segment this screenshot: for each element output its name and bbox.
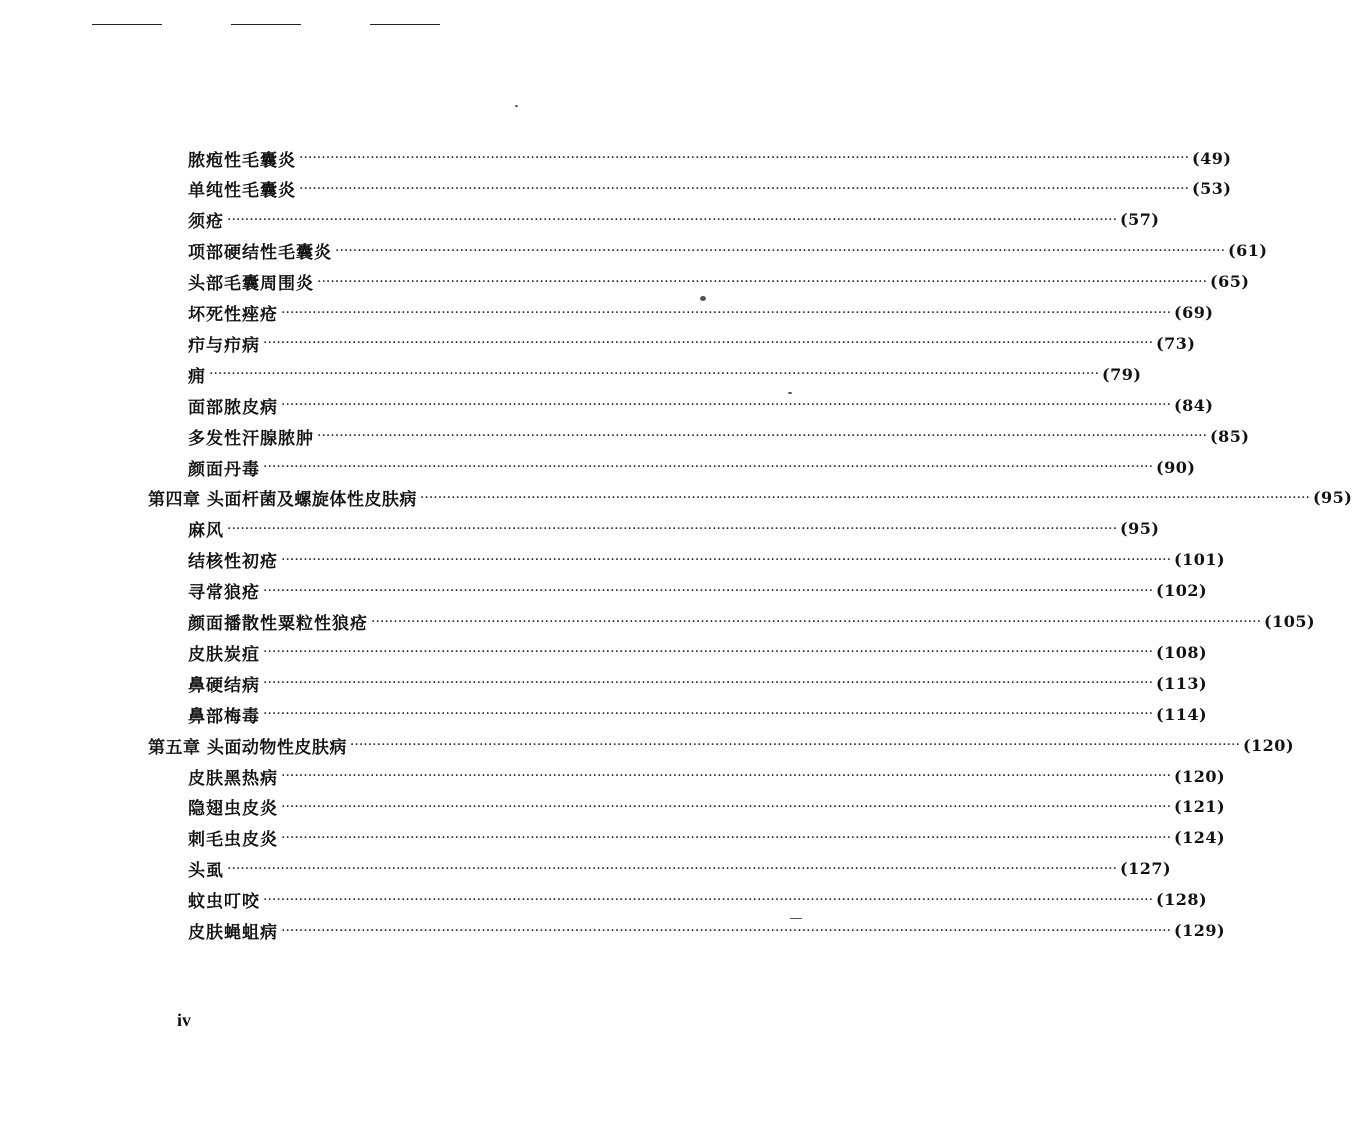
- toc-entry: [188, 517, 1160, 542]
- toc-entry-page: (65): [1210, 272, 1250, 292]
- toc-entry-page: (102): [1156, 581, 1208, 601]
- dot-leader: ········································································································································································································: [263, 675, 1154, 692]
- toc-entry: [188, 919, 1226, 943]
- toc-entry-title: 麻风: [188, 521, 224, 542]
- header-rule-3: [370, 24, 440, 25]
- dot-leader: ········································································································································································································: [349, 737, 1240, 754]
- toc-entry: [188, 671, 1208, 696]
- dot-leader: ········································································································································································································: [209, 366, 1100, 383]
- toc-entry-title: 项部硬结性毛囊炎: [188, 243, 332, 264]
- dot-leader: ········································································································································································································: [263, 459, 1154, 475]
- toc-entry-page: (53): [1192, 179, 1232, 199]
- dot-leader: ········································································································································································································: [227, 211, 1118, 228]
- toc-entry-page: (57): [1120, 210, 1160, 230]
- toc-entry: [188, 239, 1268, 264]
- toc-entry: [188, 331, 1196, 356]
- toc-entry-page: (124): [1174, 828, 1226, 848]
- toc-entry: [188, 424, 1250, 449]
- toc-entry: [188, 548, 1226, 573]
- toc-entry-page: (85): [1210, 426, 1250, 446]
- toc-entry-title: 结核性初疮: [188, 552, 278, 573]
- toc-entry-page: (84): [1174, 395, 1214, 415]
- toc-entry-page: (120): [1174, 766, 1226, 786]
- dot-leader: ········································································································································································································: [317, 273, 1208, 290]
- toc-entry: [188, 888, 1208, 913]
- toc-entry: [188, 826, 1226, 851]
- dot-leader: ········································································································································································································: [263, 644, 1154, 661]
- dot-leader: ········································································································································································································: [299, 180, 1190, 197]
- dot-leader: ········································································································································································································: [281, 551, 1172, 568]
- toc-entry-title: 鼻部梅毒: [188, 706, 260, 727]
- toc-entry-title: 坏死性痤疮: [188, 305, 278, 325]
- dot-leader: ········································································································································································································: [263, 891, 1154, 908]
- toc-entry-page: (95): [1120, 519, 1160, 539]
- toc-entry-title: 面部脓皮病: [188, 397, 278, 418]
- toc-entry-page: (113): [1156, 673, 1208, 693]
- dot-leader: ········································································································································································································: [371, 613, 1262, 630]
- scan-speck: [790, 918, 802, 919]
- toc-entry-title: 颜面丹毒: [188, 459, 260, 480]
- dot-leader: ········································································································································································································: [263, 582, 1154, 599]
- toc-entry-title: 颜面播散性粟粒性狼疮: [188, 614, 368, 634]
- toc-entry: [188, 146, 1232, 171]
- toc-entry-title: 疖与疖病: [188, 335, 260, 356]
- toc-entry: [188, 455, 1196, 480]
- toc-entry-page: (128): [1156, 890, 1208, 910]
- toc-entry-page: (69): [1174, 303, 1214, 322]
- dot-leader: ········································································································································································································: [263, 706, 1154, 723]
- toc-chapter-heading: [148, 486, 1352, 511]
- header-rule-1: [92, 24, 162, 25]
- toc-entry: [188, 177, 1232, 202]
- toc-entry: [188, 702, 1208, 727]
- toc-entry: [188, 795, 1226, 820]
- toc-entry: [188, 857, 1172, 882]
- toc-entry-title: 第五章 头面动物性皮肤病: [148, 737, 347, 758]
- toc-entry-title: 须疮: [188, 212, 224, 233]
- toc-entry: [188, 764, 1226, 789]
- dot-leader: ········································································································································································································: [335, 242, 1226, 259]
- toc-entry-page: (61): [1228, 241, 1268, 261]
- toc-entry-page: (101): [1174, 550, 1226, 570]
- dot-leader: ········································································································································································································: [281, 829, 1172, 846]
- toc-entry-page: (49): [1192, 148, 1232, 168]
- toc-entry: [188, 270, 1250, 295]
- toc-entry-page: (121): [1174, 797, 1226, 817]
- toc-entry-title: 多发性汗腺脓肿: [188, 428, 314, 449]
- toc-entry-page: (105): [1264, 612, 1316, 631]
- toc-entry-page: (114): [1156, 704, 1208, 724]
- toc-entry-title: 刺毛虫皮炎: [188, 830, 278, 851]
- toc-entry: [188, 579, 1208, 604]
- dot-leader: ········································································································································································································: [281, 798, 1172, 815]
- toc-entry-page: (73): [1156, 333, 1196, 353]
- dot-leader: ········································································································································································································: [227, 860, 1118, 877]
- toc-entry: [188, 393, 1214, 418]
- scan-speck: [788, 392, 792, 394]
- toc-entry-title: 皮肤黑热病: [188, 768, 278, 789]
- toc-entry-page: (129): [1174, 921, 1226, 940]
- toc-entry-page: (90): [1156, 457, 1196, 477]
- toc-entry-title: 隐翅虫皮炎: [188, 799, 278, 820]
- toc-entry-title: 皮肤炭疽: [188, 644, 260, 665]
- toc-entry-title: 皮肤蝇蛆病: [188, 923, 278, 943]
- toc-entry-page: (95): [1312, 488, 1352, 508]
- toc-entry-title: 寻常狼疮: [188, 583, 260, 604]
- dot-leader: ········································································································································································································: [299, 150, 1190, 166]
- dot-leader: ········································································································································································································: [281, 397, 1172, 414]
- header-rule-2: [231, 24, 301, 25]
- dot-leader: ········································································································································································································: [281, 304, 1172, 321]
- toc-entry: [188, 301, 1214, 325]
- toc-entry-page: (108): [1156, 642, 1208, 662]
- toc-entry-title: 第四章 头面杆菌及螺旋体性皮肤病: [148, 490, 417, 511]
- toc-chapter-heading: [148, 733, 1295, 758]
- dot-leader: ········································································································································································································: [263, 335, 1154, 352]
- page-number: iv: [177, 1010, 192, 1030]
- toc-entry-title: 鼻硬结病: [188, 675, 260, 696]
- toc-entry-title: 头虱: [188, 861, 224, 882]
- dot-leader: ········································································································································································································: [419, 489, 1310, 506]
- toc-entry: [188, 362, 1142, 387]
- toc-entry-title: 头部毛囊周围炎: [188, 274, 314, 295]
- dot-leader: ········································································································································································································: [227, 520, 1118, 537]
- dot-leader: ········································································································································································································: [281, 922, 1172, 939]
- toc-entry-title: 脓疱性毛囊炎: [188, 150, 296, 171]
- toc-entry-title: 单纯性毛囊炎: [188, 181, 296, 202]
- dot-leader: ········································································································································································································: [281, 768, 1172, 784]
- toc-entry-page: (120): [1242, 735, 1295, 755]
- toc-entry-title: 蚊虫叮咬: [188, 892, 260, 913]
- toc-entry: [188, 610, 1316, 634]
- toc-entry-title: 痈: [188, 366, 206, 387]
- toc-entry-page: (127): [1120, 859, 1172, 879]
- toc-entry: [188, 640, 1208, 665]
- scan-speck: [700, 296, 706, 301]
- toc-entry-page: (79): [1102, 364, 1142, 384]
- scan-speck: [515, 105, 518, 107]
- toc-entry: [188, 208, 1160, 233]
- dot-leader: ········································································································································································································: [317, 428, 1208, 445]
